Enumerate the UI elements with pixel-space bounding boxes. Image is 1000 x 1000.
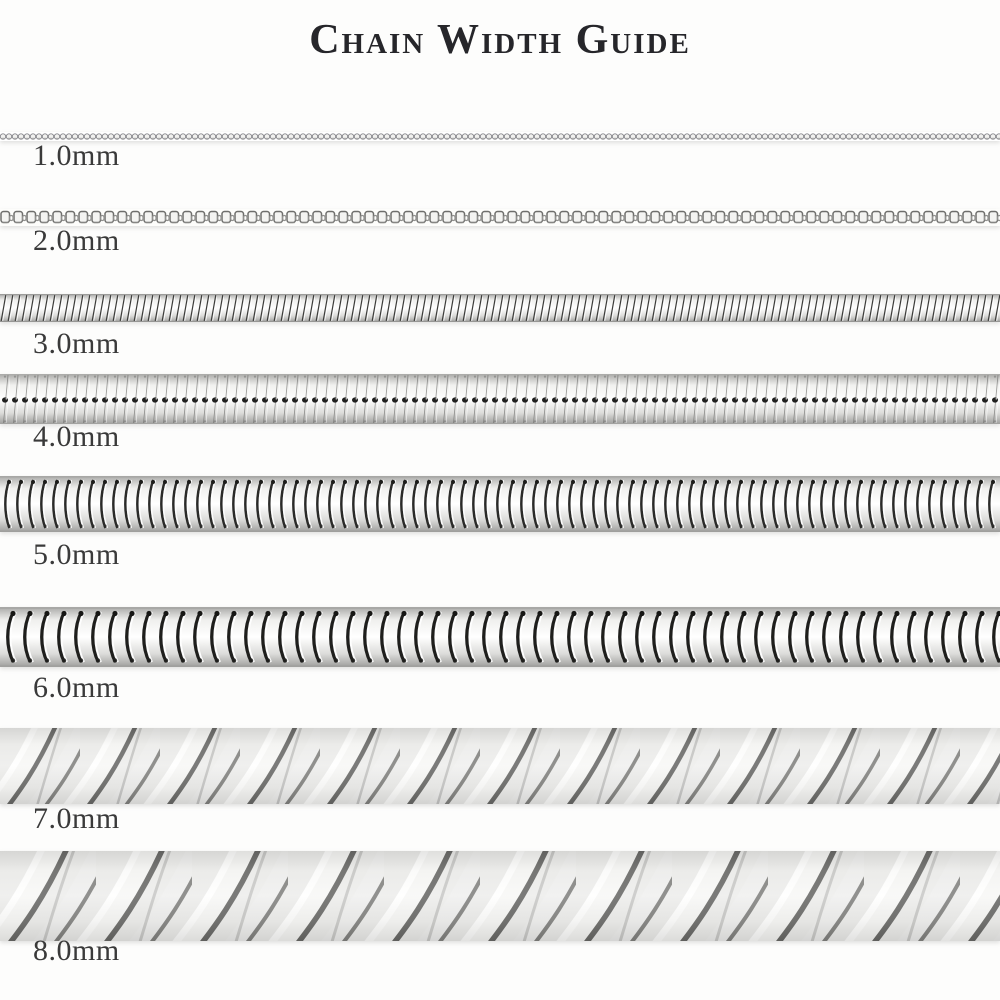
chain-width-label-2mm: 2.0mm xyxy=(33,224,120,257)
page-title: Chain Width Guide xyxy=(309,17,691,63)
chain-photo-8mm-rope-chain xyxy=(0,851,1000,941)
chain-width-label-3mm: 3.0mm xyxy=(33,327,120,360)
chain-width-label-4mm: 4.0mm xyxy=(33,420,120,453)
chain-photo-5mm-snake-chain xyxy=(0,476,1000,532)
chain-photo-1mm-box-chain xyxy=(0,132,1000,141)
chain-width-label-7mm: 7.0mm xyxy=(33,802,120,835)
chain-photo-3mm-snake-chain xyxy=(0,294,1000,322)
chain-photo-4mm-snake-chain xyxy=(0,374,1000,424)
chain-width-label-8mm: 8.0mm xyxy=(33,934,120,967)
chain-photo-7mm-rope-chain xyxy=(0,728,1000,804)
chain-photo-2mm-box-chain xyxy=(0,209,1000,226)
chain-photo-6mm-snake-chain xyxy=(0,607,1000,667)
chain-width-label-1mm: 1.0mm xyxy=(33,139,120,172)
chain-width-label-6mm: 6.0mm xyxy=(33,671,120,704)
chain-width-label-5mm: 5.0mm xyxy=(33,538,120,571)
